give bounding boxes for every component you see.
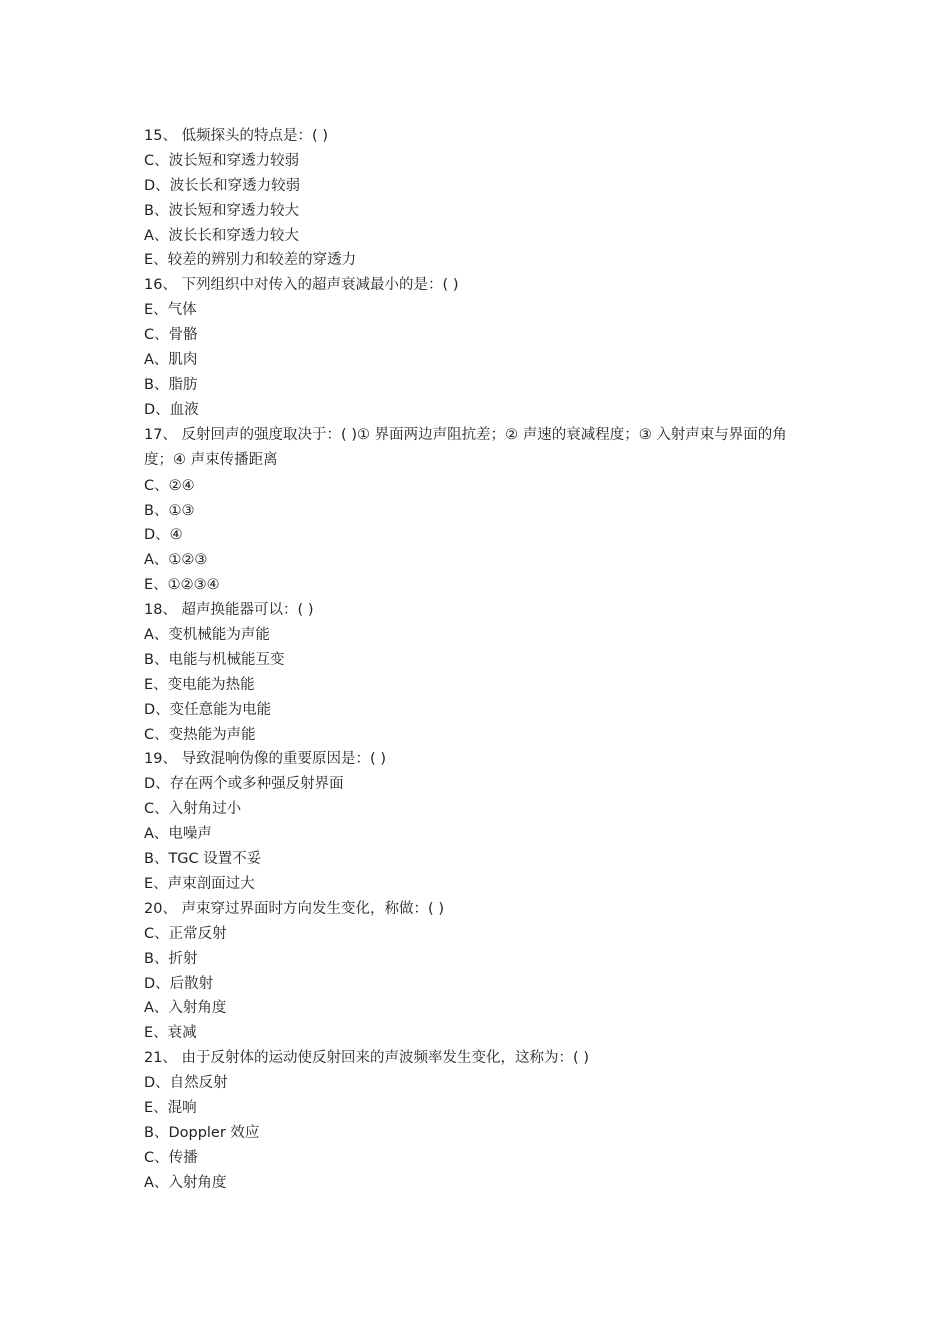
answer-option: E、气体 bbox=[144, 302, 197, 319]
answer-option: A、入射角度 bbox=[144, 1174, 227, 1191]
question-stem: 20、 声束穿过界面时方向发生变化，称做：( ) bbox=[144, 900, 444, 917]
question-stem: 16、 下列组织中对传入的超声衰减最小的是：( ) bbox=[144, 277, 459, 294]
document-body bbox=[144, 124, 804, 1196]
answer-option: D、④ bbox=[144, 527, 183, 544]
answer-option: B、电能与机械能互变 bbox=[144, 651, 285, 668]
answer-option: A、①②③ bbox=[144, 552, 208, 569]
answer-option: A、入射角度 bbox=[144, 1000, 227, 1017]
question-stem: 21、 由于反射体的运动使反射回来的声波频率发生变化，这称为：( ) bbox=[144, 1050, 589, 1067]
question-stem: 17、 反射回声的强度取决于：( )① 界面两边声阻抗差；② 声速的衰减程度；③ 入射声束与界面的角度；④ 声束传播距离 bbox=[144, 426, 787, 469]
answer-option: B、折射 bbox=[144, 950, 198, 967]
question-17 bbox=[144, 423, 804, 598]
answer-option: A、波长长和穿透力较大 bbox=[144, 227, 299, 244]
answer-option: C、骨骼 bbox=[144, 327, 198, 344]
question-stem: 15、 低频探头的特点是：( ) bbox=[144, 128, 328, 144]
answer-option: D、波长长和穿透力较弱 bbox=[144, 177, 301, 194]
answer-option: C、入射角过小 bbox=[144, 801, 242, 818]
question-15 bbox=[144, 124, 804, 273]
answer-option: B、脂肪 bbox=[144, 376, 198, 393]
answer-option: B、Doppler 效应 bbox=[144, 1124, 260, 1141]
answer-option: E、声束剖面过大 bbox=[144, 875, 255, 892]
answer-option: A、电噪声 bbox=[144, 826, 212, 843]
answer-option: C、②④ bbox=[144, 477, 195, 494]
answer-option: C、波长短和穿透力较弱 bbox=[144, 152, 300, 169]
answer-option: A、肌肉 bbox=[144, 352, 198, 369]
question-19 bbox=[144, 747, 804, 896]
answer-option: C、变热能为声能 bbox=[144, 726, 256, 743]
answer-option: B、波长短和穿透力较大 bbox=[144, 202, 299, 219]
answer-option: D、后散射 bbox=[144, 975, 214, 992]
answer-option: E、①②③④ bbox=[144, 577, 220, 594]
question-21 bbox=[144, 1046, 804, 1195]
answer-option: E、混响 bbox=[144, 1099, 197, 1116]
answer-option: D、变任意能为电能 bbox=[144, 701, 272, 718]
question-stem: 18、 超声换能器可以：( ) bbox=[144, 602, 314, 619]
answer-option: B、TGC 设置不妥 bbox=[144, 851, 262, 868]
answer-option: A、变机械能为声能 bbox=[144, 627, 270, 644]
answer-option: D、血液 bbox=[144, 401, 199, 418]
answer-option: E、衰减 bbox=[144, 1025, 197, 1042]
question-stem: 19、 导致混响伪像的重要原因是：( ) bbox=[144, 751, 386, 768]
answer-option: D、自然反射 bbox=[144, 1075, 228, 1092]
question-20 bbox=[144, 897, 804, 1046]
answer-option: C、正常反射 bbox=[144, 925, 227, 942]
answer-option: E、变电能为热能 bbox=[144, 676, 255, 693]
question-16 bbox=[144, 273, 804, 422]
answer-option: D、存在两个或多种强反射界面 bbox=[144, 776, 344, 793]
answer-option: B、①③ bbox=[144, 502, 195, 519]
answer-option: E、较差的辨别力和较差的穿透力 bbox=[144, 252, 357, 269]
answer-option: C、传播 bbox=[144, 1149, 198, 1166]
question-18 bbox=[144, 598, 804, 747]
